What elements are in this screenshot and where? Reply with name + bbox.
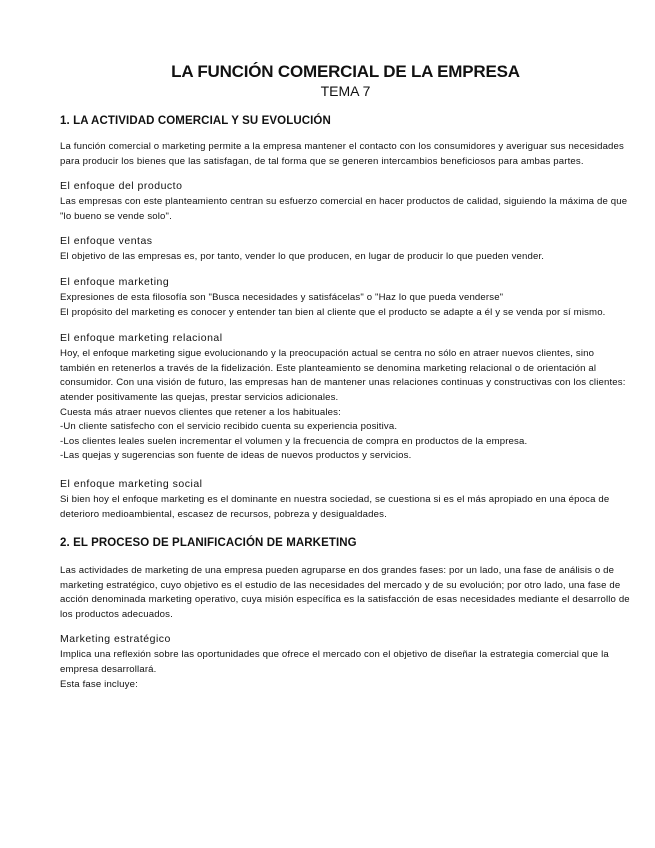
social-heading: El enfoque marketing social — [60, 477, 203, 490]
list-item: -Los clientes leales suelen incrementar el volumen y la frecuencia de compra en productos de la empresa. — [60, 435, 528, 447]
section1-heading: 1. LA ACTIVIDAD COMERCIAL Y SU EVOLUCIÓN — [60, 115, 331, 127]
section1-intro: La función comercial o marketing permite a la empresa mantener el contacto con los consumidores y averiguar sus necesidades para producir los bienes que las satisfagan, de tal forma que se generen intercambios beneficiosos para ambas partes. — [60, 141, 624, 167]
ventas-text: El objetivo de las empresas es, por tanto, vender lo que producen, en lugar de producir lo que pueden vender. — [60, 251, 545, 263]
marketing-text-1: Expresiones de esta filosofía son "Busca necesidades y satisfácelas" o "Haz lo que pueda venderse" — [60, 291, 504, 303]
estrategico-lead: Esta fase incluye: — [60, 678, 138, 690]
relacional-heading: El enfoque marketing relacional — [60, 332, 223, 345]
relacional-text: Hoy, el enfoque marketing sigue evolucionando y la preocupación actual se centra no sólo en atraer nuevos clientes, sino también en retenerlos a través de la fidelización. Este planteamiento se denomina marketing relacional o de orientación al consumidor. Con una visión de futuro, las empresas han de mantener unas relaciones continuas y constructivas con los clientes: atender positivamente las quejas, prestar servicios adicionales. — [60, 348, 626, 403]
producto-text: Las empresas con este planteamiento centran su esfuerzo comercial en hacer productos de calidad, siguiendo la máxima de que "lo bueno se vende solo". — [60, 196, 628, 222]
social-text: Si bien hoy el enfoque marketing es el dominante en nuestra sociedad, se cuestiona si es el más apropiado en una época de deterioro medioambiental, escasez de recursos, pobreza y desigualdades. — [60, 493, 610, 520]
section2-heading: 2. EL PROCESO DE PLANIFICACIÓN DE MARKETING — [60, 537, 357, 550]
estrategico-heading: Marketing estratégico — [60, 633, 171, 646]
marketing-heading: El enfoque marketing — [60, 275, 170, 288]
producto-heading: El enfoque del producto — [60, 180, 183, 193]
relacional-lead: Cuesta más atraer nuevos clientes que retener a los habituales: — [60, 406, 341, 418]
marketing-text-2: El propósito del marketing es conocer y entender tan bien al cliente que el producto se adapte a él y se venda por sí mismo. — [60, 306, 606, 318]
ventas-heading: El enfoque ventas — [60, 235, 153, 248]
document-title: LA FUNCIÓN COMERCIAL DE LA EMPRESA — [171, 62, 520, 81]
list-item: -Un cliente satisfecho con el servicio recibido cuenta su experiencia positiva. — [60, 421, 398, 433]
document-subtitle: TEMA 7 — [320, 83, 371, 99]
estrategico-text: Implica una reflexión sobre las oportunidades que ofrece el mercado con el objetivo de diseñar la estrategia comercial que la empresa desarrollará. — [60, 649, 609, 676]
section2-intro: Las actividades de marketing de una empresa pueden agruparse en dos grandes fases: por un lado, una fase de análisis o de marketing estratégico, cuyo objetivo es el estudio de las necesidades del mercado y de su evolución; por otro lado, una fase de acción denominada marketing operativo, cuya misión específica es la satisfacción de esas necesidades mediante el desarrollo de los productos adecuados. — [60, 565, 630, 620]
list-item: -Las quejas y sugerencias son fuente de ideas de nuevos productos y servicios. — [60, 450, 412, 462]
